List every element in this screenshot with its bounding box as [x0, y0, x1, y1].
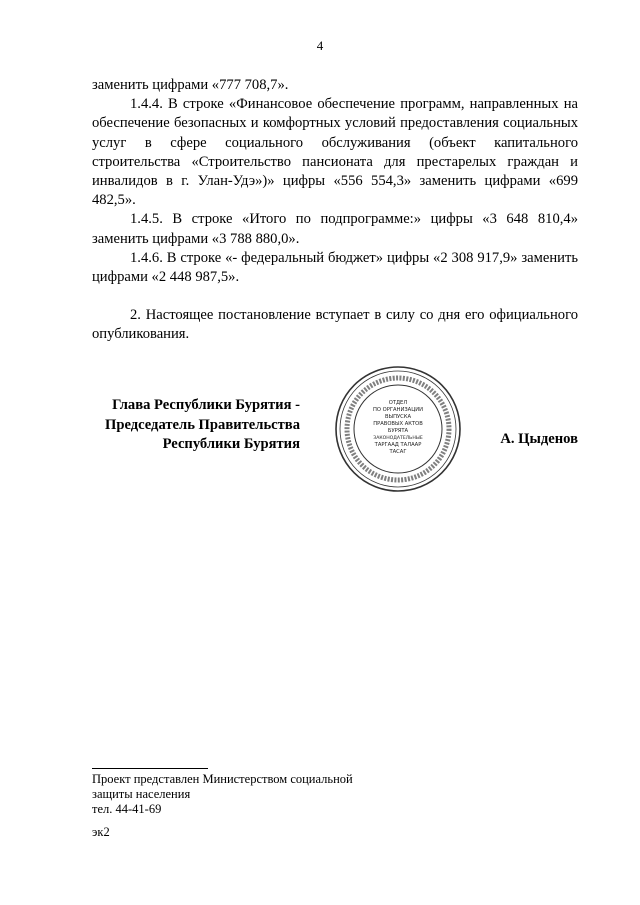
- paragraph-2: 2. Настоящее постановление вступает в силу со дня его официального опубликования.: [92, 307, 578, 343]
- footnote-divider: [92, 768, 208, 769]
- seal-line: ПО ОРГАНИЗАЦИИ: [372, 407, 424, 413]
- seal-line: БУРЯТА: [387, 428, 409, 434]
- footnote: [92, 772, 412, 817]
- footnote-line: защиты населения: [92, 787, 191, 801]
- paragraph-1-4-4: 1.4.4. В строке «Финансовое обеспечение программ, направленных на обеспечение безопасных и комфортных условий предоставления социальных услуг в сфере социального обслуживания (объект капитального строительства «Строительство пансионата для престарелых граждан и инвалидов в г. Улан-Удэ»)» цифры «556 554,3» заменить цифрами «699 482,5».: [92, 96, 578, 209]
- seal-line: ТАРГААД ТАЛААР: [374, 442, 422, 448]
- page-number: 4: [316, 38, 324, 53]
- paragraph-1-4-5: 1.4.5. В строке «Итого по подпрограмме:» цифры «3 648 810,4» заменить цифрами «3 788 880,0».: [92, 211, 578, 247]
- footnote-line: тел. 44-41-69: [92, 802, 162, 816]
- paragraph-continuation: заменить цифрами «777 708,7».: [92, 77, 289, 93]
- seal-line: ОТДЕЛ: [388, 400, 408, 406]
- document-code: эк2: [92, 825, 110, 839]
- seal-line: ТАСАГ: [389, 449, 407, 455]
- signatory-position-line: Председатель Правительства: [104, 416, 300, 433]
- seal-line: ПРАВОВЫХ АКТОВ: [373, 421, 423, 427]
- signatory-position-line: Глава Республики Бурятия -: [112, 397, 300, 413]
- signatory-name: А. Цыденов: [500, 431, 578, 447]
- seal-line: ЗАКОНОДАТЕЛЬНЫЕ: [373, 436, 423, 441]
- paragraph-1-4-6: 1.4.6. В строке «- федеральный бюджет» цифры «2 308 917,9» заменить цифрами «2 448 987,5».: [92, 249, 578, 286]
- signatory-position-line: Республики Бурятия: [162, 436, 300, 452]
- document-body: [92, 76, 578, 345]
- paragraph-spacer: [92, 287, 578, 306]
- official-seal-stamp: [333, 364, 463, 494]
- signatory-position: [92, 396, 300, 455]
- seal-line: ВЫПУСКА: [384, 414, 412, 420]
- footnote-line: Проект представлен Министерством социальной: [92, 772, 353, 786]
